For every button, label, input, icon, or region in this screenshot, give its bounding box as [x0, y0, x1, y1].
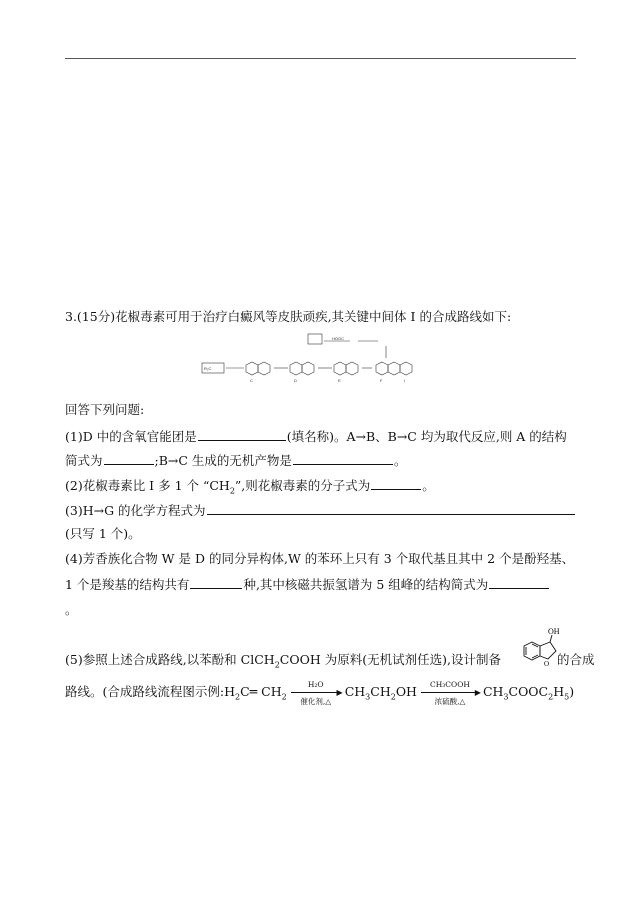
- answer-blank-3[interactable]: [293, 452, 393, 465]
- part-1-text-a: (1)D 中的含氧官能团是: [65, 429, 197, 444]
- svg-text:R₂C: R₂C: [204, 366, 212, 371]
- answer-blank-4[interactable]: [371, 477, 421, 490]
- part-1-line-2: [65, 452, 406, 469]
- product-2-sub1: 3: [503, 692, 509, 702]
- answer-intro: 回答下列问题:: [65, 402, 145, 417]
- part-5-text-b: 的合成: [556, 652, 595, 667]
- part-3-text-a: (3)H→G 的化学方程式为: [65, 503, 206, 518]
- answer-blank-7[interactable]: [489, 576, 549, 589]
- arrow-1-reagent: H₂O: [307, 679, 324, 689]
- synthesis-scheme-drawing: [200, 332, 432, 392]
- product-2-b: COOC: [508, 684, 549, 699]
- arrow-2-head: ▶: [474, 687, 481, 697]
- svg-text:I: I: [404, 378, 406, 383]
- product-2-sub3: 5: [564, 692, 570, 702]
- answer-blank-6[interactable]: [190, 576, 242, 589]
- product-1-b: CH: [370, 684, 391, 699]
- svg-text:F: F: [380, 378, 383, 383]
- target-molecule-figure: [518, 626, 570, 670]
- part-4-text-c: 种,其中核磁共振氢谱为 5 组峰的结构简式为: [243, 577, 489, 592]
- answer-blank-5[interactable]: [207, 502, 575, 515]
- answer-blank-1[interactable]: [198, 428, 286, 441]
- furan-ring: [540, 642, 556, 659]
- part-1-text-d: ;B→C 生成的无机产物是: [154, 453, 292, 468]
- part-5-line-1: [65, 652, 594, 674]
- header-rule: [65, 58, 576, 59]
- part-2-text-a: (2)花椒毒素比 I 多 1 个 “CH: [65, 478, 230, 493]
- synthesis-scheme-figure: [200, 332, 432, 392]
- product-1-a: CH: [344, 684, 366, 699]
- part-3-line-2: (只写 1 个)。: [65, 526, 141, 541]
- reaction-arrow-2: [421, 679, 481, 706]
- product-2-a: CH: [482, 684, 504, 699]
- product-1-sub2: 2: [390, 692, 396, 702]
- arrow-1-shaft: [291, 692, 341, 693]
- part-5-text-c2: C═ CH: [240, 684, 282, 699]
- svg-text:C: C: [250, 378, 253, 383]
- arrow-1-condition: 催化剂,△: [300, 696, 332, 706]
- answer-blank-2[interactable]: [104, 452, 154, 465]
- part-4-line-2: [65, 576, 550, 593]
- part-1-line-1: [65, 428, 567, 445]
- product-2-c: H: [553, 684, 565, 699]
- part-5-text-a2: COOH 为原料(无机试剂任选),设计制备: [279, 652, 501, 667]
- arrow-2-condition: 浓硫酸,△: [434, 696, 466, 706]
- part-2-line: [65, 477, 435, 500]
- part-1-text-b: (填名称)。A→B、B→C 均为取代反应,则 A 的结构: [286, 429, 567, 444]
- arrow-1-head: ▶: [336, 687, 343, 697]
- reaction-arrow-1: [291, 679, 343, 706]
- arrow-2-shaft: [421, 692, 479, 693]
- part-4-text-b: 1 个是羧基的结构共有: [65, 577, 190, 592]
- part-5-sub-c: 2: [235, 692, 241, 702]
- part-5-text-c: 路线。(合成路线流程图示例:H: [65, 684, 235, 699]
- ring-oxygen-label: O: [544, 660, 550, 668]
- part-2-text-c: 。: [422, 478, 435, 493]
- product-2-close: ): [569, 684, 575, 699]
- part-2-sub: 2: [229, 486, 235, 496]
- product-1-c: OH: [395, 684, 417, 699]
- product-2-sub2: 2: [548, 692, 554, 702]
- part-2-text-b: ”,则花椒毒素的分子式为: [234, 478, 371, 493]
- question-title: 3.(15分)花椒毒素可用于治疗白癜风等皮肤顽疾,其关键中间体 I 的合成路线如下:: [65, 309, 512, 324]
- product-1-sub1: 3: [365, 692, 371, 702]
- target-molecule-drawing: [518, 626, 570, 670]
- arrow-2-reagent: CH₃COOH: [430, 679, 470, 689]
- part-5-sub-c2: 2: [281, 692, 287, 702]
- part-5-sub-a: 2: [274, 660, 280, 670]
- part-5-text-a: (5)参照上述合成路线,以苯酚和 ClCH: [65, 652, 275, 667]
- hydroxyl-label: OH: [548, 627, 560, 636]
- part-4-line-3: 。: [65, 602, 78, 617]
- svg-text:E: E: [338, 378, 341, 383]
- part-5-line-2: [65, 679, 575, 706]
- svg-text:HOOC: HOOC: [332, 336, 344, 341]
- part-1-text-c: 简式为: [65, 453, 103, 468]
- part-4-line-1: (4)芳香族化合物 W 是 D 的同分异构体,W 的苯环上只有 3 个取代基且其中 2 个是酚羟基、: [65, 551, 575, 566]
- part-1-text-e: 。: [393, 453, 407, 468]
- part-3-line-1: [65, 502, 576, 519]
- svg-text:D: D: [294, 378, 297, 383]
